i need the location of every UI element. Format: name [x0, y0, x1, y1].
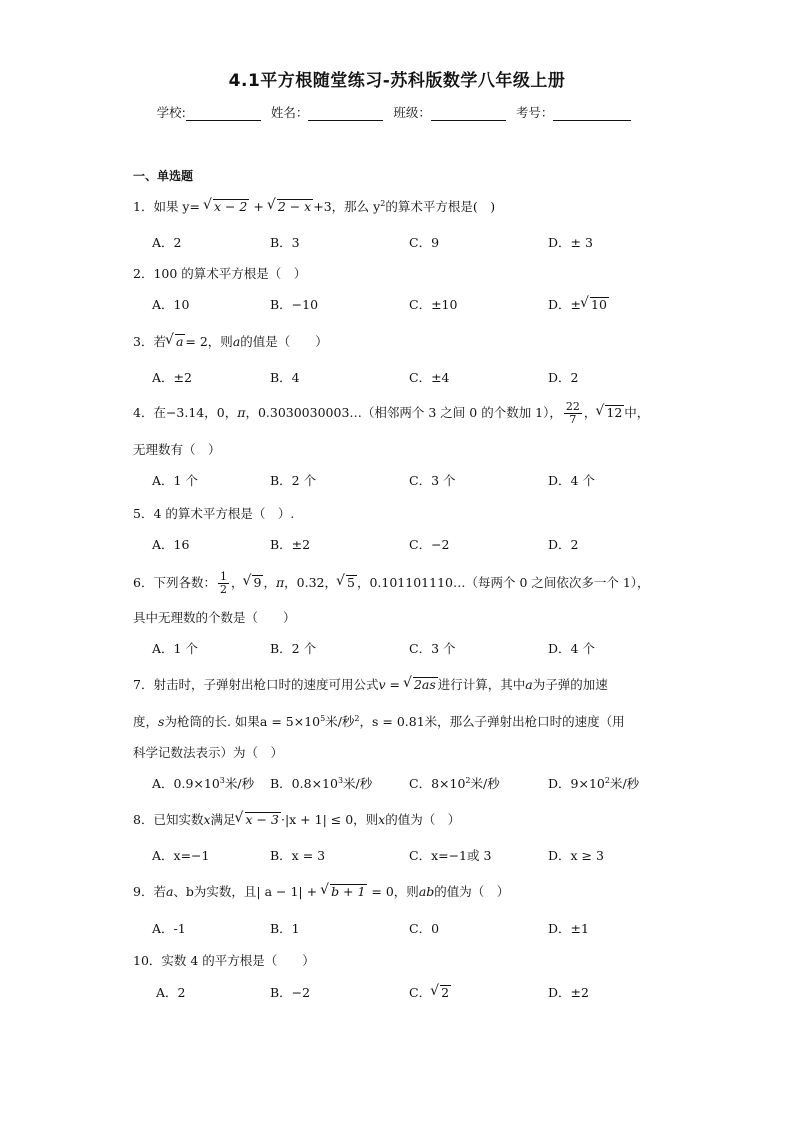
section-heading: 一、单选题 — [133, 169, 194, 183]
q1-option-c[interactable]: C．9 — [409, 235, 440, 250]
q8-option-d[interactable]: D．x ≥ 3 — [548, 848, 604, 863]
q7-radical: √ 2as — [413, 677, 438, 692]
q9-option-d[interactable]: D．±1 — [548, 921, 589, 936]
student-info-row — [0, 103, 794, 121]
question-2-options — [152, 296, 692, 313]
number-label: 考号： — [515, 105, 554, 120]
q2-option-b[interactable]: B．−10 — [270, 297, 319, 312]
q7-option-b-label: B．0.8×10 — [270, 776, 338, 791]
q9-radical: √ b + 1 — [330, 884, 367, 899]
q7-option-a-unit: 米/秒 — [224, 776, 255, 791]
question-6-line-2: 具中无理数的个数是（ ） — [133, 610, 296, 625]
name-label: 姓名： — [270, 105, 309, 120]
q7-option-c-unit: 米/秒 — [470, 776, 500, 791]
q7-eq: = — [385, 677, 404, 692]
q1-option-a[interactable]: A．2 — [152, 235, 182, 250]
q7-option-c-label: C．8×10 — [409, 776, 466, 791]
question-10-options — [152, 984, 692, 1001]
q4-fraction-numerator: 22 — [565, 400, 580, 413]
q8-mid-1: 满足 — [210, 812, 236, 827]
q6-option-a[interactable]: A．1 个 — [152, 641, 198, 656]
q7-line2-b: 为枪筒的长. 如果 — [164, 714, 260, 729]
q4-option-c[interactable]: C．3 个 — [409, 473, 456, 488]
q2-option-d-radical: √ 10 — [590, 297, 609, 312]
class-blank[interactable] — [431, 107, 506, 121]
q9-mid-1: 、b为实数，且| a − 1| + — [173, 884, 322, 899]
q4-fraction — [564, 401, 582, 426]
question-1-options — [152, 234, 692, 251]
q7-sup-2: 2 — [354, 714, 360, 723]
question-8-options — [152, 847, 692, 864]
q7-end: 为子弹的加速 — [532, 677, 608, 692]
q7-lead: 7．射击时，子弹射出枪口时的速度可用公式 — [133, 677, 379, 692]
question-4-options — [152, 472, 692, 489]
question-1 — [133, 198, 693, 215]
q7-option-b[interactable] — [270, 775, 372, 792]
q4-option-a[interactable]: A．1 个 — [152, 473, 198, 488]
q9-ab: ab — [418, 884, 435, 899]
question-3 — [133, 333, 693, 350]
q8-radical: √ x − 3 — [245, 812, 281, 827]
q1-exponent: 2 — [380, 199, 386, 208]
q8-lead: 8．已知实数 — [133, 812, 204, 827]
q6-radical-1: √ 9 — [252, 575, 263, 590]
q8-option-a[interactable]: A．x=−1 — [152, 848, 210, 863]
q8-option-b[interactable]: B．x = 3 — [270, 848, 326, 863]
q5-option-c[interactable]: C．−2 — [409, 537, 450, 552]
q1-radical-2: √ 2 − x — [277, 199, 313, 214]
q6-pi: π — [275, 575, 285, 590]
q6-mid: ，0.32， — [284, 575, 338, 590]
q3-option-c[interactable]: C．±4 — [409, 370, 450, 385]
q7-option-d-sup: 2 — [604, 776, 610, 785]
question-8 — [133, 811, 693, 828]
q7-sup-1: 5 — [320, 714, 326, 723]
question-6 — [133, 571, 693, 596]
q4-lead: 4．在−3.14，0， — [133, 405, 238, 420]
q6-lead: 6．下列各数： — [133, 575, 216, 590]
q3-radical: √ a — [175, 334, 185, 349]
q10-option-c[interactable] — [409, 984, 451, 1001]
q6-option-d[interactable]: D．4 个 — [548, 641, 595, 656]
q9-option-b[interactable]: B．1 — [270, 921, 300, 936]
q7-line2-d: 米/秒 — [325, 714, 355, 729]
question-10: 10．实数 4 的平方根是（ ） — [133, 953, 315, 968]
school-label: 学校: — [156, 105, 186, 120]
q2-option-d[interactable] — [548, 296, 609, 313]
q3-option-b[interactable]: B．4 — [270, 370, 300, 385]
q4-fraction-denominator: 7 — [569, 413, 577, 426]
q5-option-d[interactable]: D．2 — [548, 537, 579, 552]
question-9 — [133, 883, 693, 900]
q7-line2-c: a = 5×10 — [259, 714, 321, 729]
q1-end: 的算术平方根是( ) — [385, 199, 496, 214]
q9-option-c[interactable]: C．0 — [409, 921, 440, 936]
q3-option-d[interactable]: D．2 — [548, 370, 579, 385]
q6-fraction-numerator: 1 — [219, 570, 227, 583]
q9-mid-2: = 0，则 — [367, 884, 419, 899]
q4-sep: ， — [583, 405, 597, 420]
q7-v: v — [378, 677, 386, 692]
class-label: 班级： — [393, 105, 431, 120]
q2-option-c[interactable]: C．±10 — [409, 297, 458, 312]
question-7-line-3: 科学记数法表示）为（ ） — [133, 745, 284, 760]
name-blank[interactable] — [308, 107, 383, 121]
q10-option-d[interactable]: D．±2 — [548, 985, 589, 1000]
q5-option-b[interactable]: B．±2 — [270, 537, 311, 552]
q8-end: 的值为（ ） — [385, 812, 461, 827]
question-6-options — [152, 640, 692, 657]
q1-tail: +3，那么 y — [313, 199, 381, 214]
q3-end: 的值是（ ） — [240, 334, 328, 349]
question-7-line-2 — [133, 713, 693, 730]
q9-option-a[interactable]: A．-1 — [152, 921, 186, 936]
q7-mid: 进行计算，其中 — [437, 677, 526, 692]
q1-lead: 1．如果 y= — [133, 199, 200, 214]
q6-fraction — [218, 571, 229, 596]
q6-option-c[interactable]: C．3 个 — [409, 641, 456, 656]
q2-option-a[interactable]: A．10 — [152, 297, 190, 312]
q1-option-b[interactable]: B．3 — [270, 235, 300, 250]
q7-line2-a: 度， — [133, 714, 159, 729]
q7-option-c[interactable] — [409, 775, 500, 792]
question-4-line-2: 无理数有（ ） — [133, 442, 221, 457]
school-blank[interactable] — [186, 107, 261, 121]
q4-option-d[interactable]: D．4 个 — [548, 473, 595, 488]
q9-a: a — [165, 884, 174, 899]
q10-option-c-label: C． — [409, 985, 432, 1000]
q7-option-b-unit: 米/秒 — [343, 776, 373, 791]
q7-option-d-label: D．9×10 — [548, 776, 605, 791]
q1-plus: + — [249, 199, 268, 214]
q7-option-d[interactable] — [548, 775, 639, 792]
q7-s: s — [158, 714, 165, 729]
question-7 — [133, 676, 693, 693]
q5-option-a[interactable]: A．16 — [152, 537, 190, 552]
q2-option-d-label: D．± — [548, 297, 581, 312]
q7-option-d-unit: 米/秒 — [609, 776, 640, 791]
q7-option-c-sup: 2 — [465, 776, 471, 785]
q10-option-c-radical: √ 2 — [440, 985, 451, 1000]
page-title: 4.1平方根随堂练习-苏科版数学八年级上册 — [228, 71, 566, 91]
q3-lead: 3．若 — [133, 334, 166, 349]
question-2: 2．100 的算术平方根是（ ） — [133, 266, 307, 281]
q4-option-b[interactable]: B．2 个 — [270, 473, 317, 488]
q4-pi: π — [237, 405, 246, 420]
q6-option-b[interactable]: B．2 个 — [270, 641, 317, 656]
q9-lead: 9．若 — [133, 884, 166, 899]
q7-option-a-sup: 3 — [219, 776, 225, 785]
q7-option-a-label: A．0.9×10 — [152, 776, 220, 791]
q3-mid: = 2，则 — [185, 334, 233, 349]
question-5: 5．4 的算术平方根是（ ）. — [133, 506, 295, 521]
q10-option-b[interactable]: B．−2 — [270, 985, 311, 1000]
q6-sep-1: ， — [230, 575, 244, 590]
question-5-options — [152, 536, 692, 553]
question-7-options — [152, 775, 692, 792]
q8-x2: x — [378, 812, 386, 827]
q1-option-d[interactable]: D．± 3 — [548, 235, 593, 250]
q4-mid: ，0.3030030003…（相邻两个 3 之间 0 的个数加 1）， — [245, 405, 562, 420]
q8-x: x — [203, 812, 211, 827]
question-3-options — [152, 369, 692, 386]
q7-option-b-sup: 3 — [337, 776, 344, 785]
q9-end: 的值为（ ） — [434, 884, 510, 899]
q6-end: ，0.101101110…（每两个 0 之间依次多一个 1）， — [356, 575, 650, 590]
q6-fraction-denominator: 2 — [219, 583, 227, 596]
q7-option-a[interactable] — [152, 775, 254, 792]
question-9-options — [152, 920, 692, 937]
q6-radical-2: √ 5 — [346, 575, 357, 590]
q8-option-c[interactable]: C．x=−1或 3 — [409, 848, 492, 863]
q3-var: a — [232, 334, 241, 349]
q3-option-a[interactable]: A．±2 — [152, 370, 192, 385]
q8-mid-2: ·|x + 1| ≤ 0，则 — [280, 812, 379, 827]
number-blank[interactable] — [553, 107, 631, 121]
q7-line2-e: ，s = 0.81米，那么子弹射出枪口时的速度（用 — [359, 714, 625, 729]
q6-sep-2: ， — [263, 575, 276, 590]
q4-radical: √ 12 — [605, 405, 624, 420]
q7-a: a — [525, 677, 533, 692]
q4-end: 中， — [624, 405, 650, 420]
question-4 — [133, 401, 693, 426]
q10-option-a[interactable]: A．2 — [156, 985, 186, 1000]
q1-radical-1: √ x − 2 — [213, 199, 249, 214]
